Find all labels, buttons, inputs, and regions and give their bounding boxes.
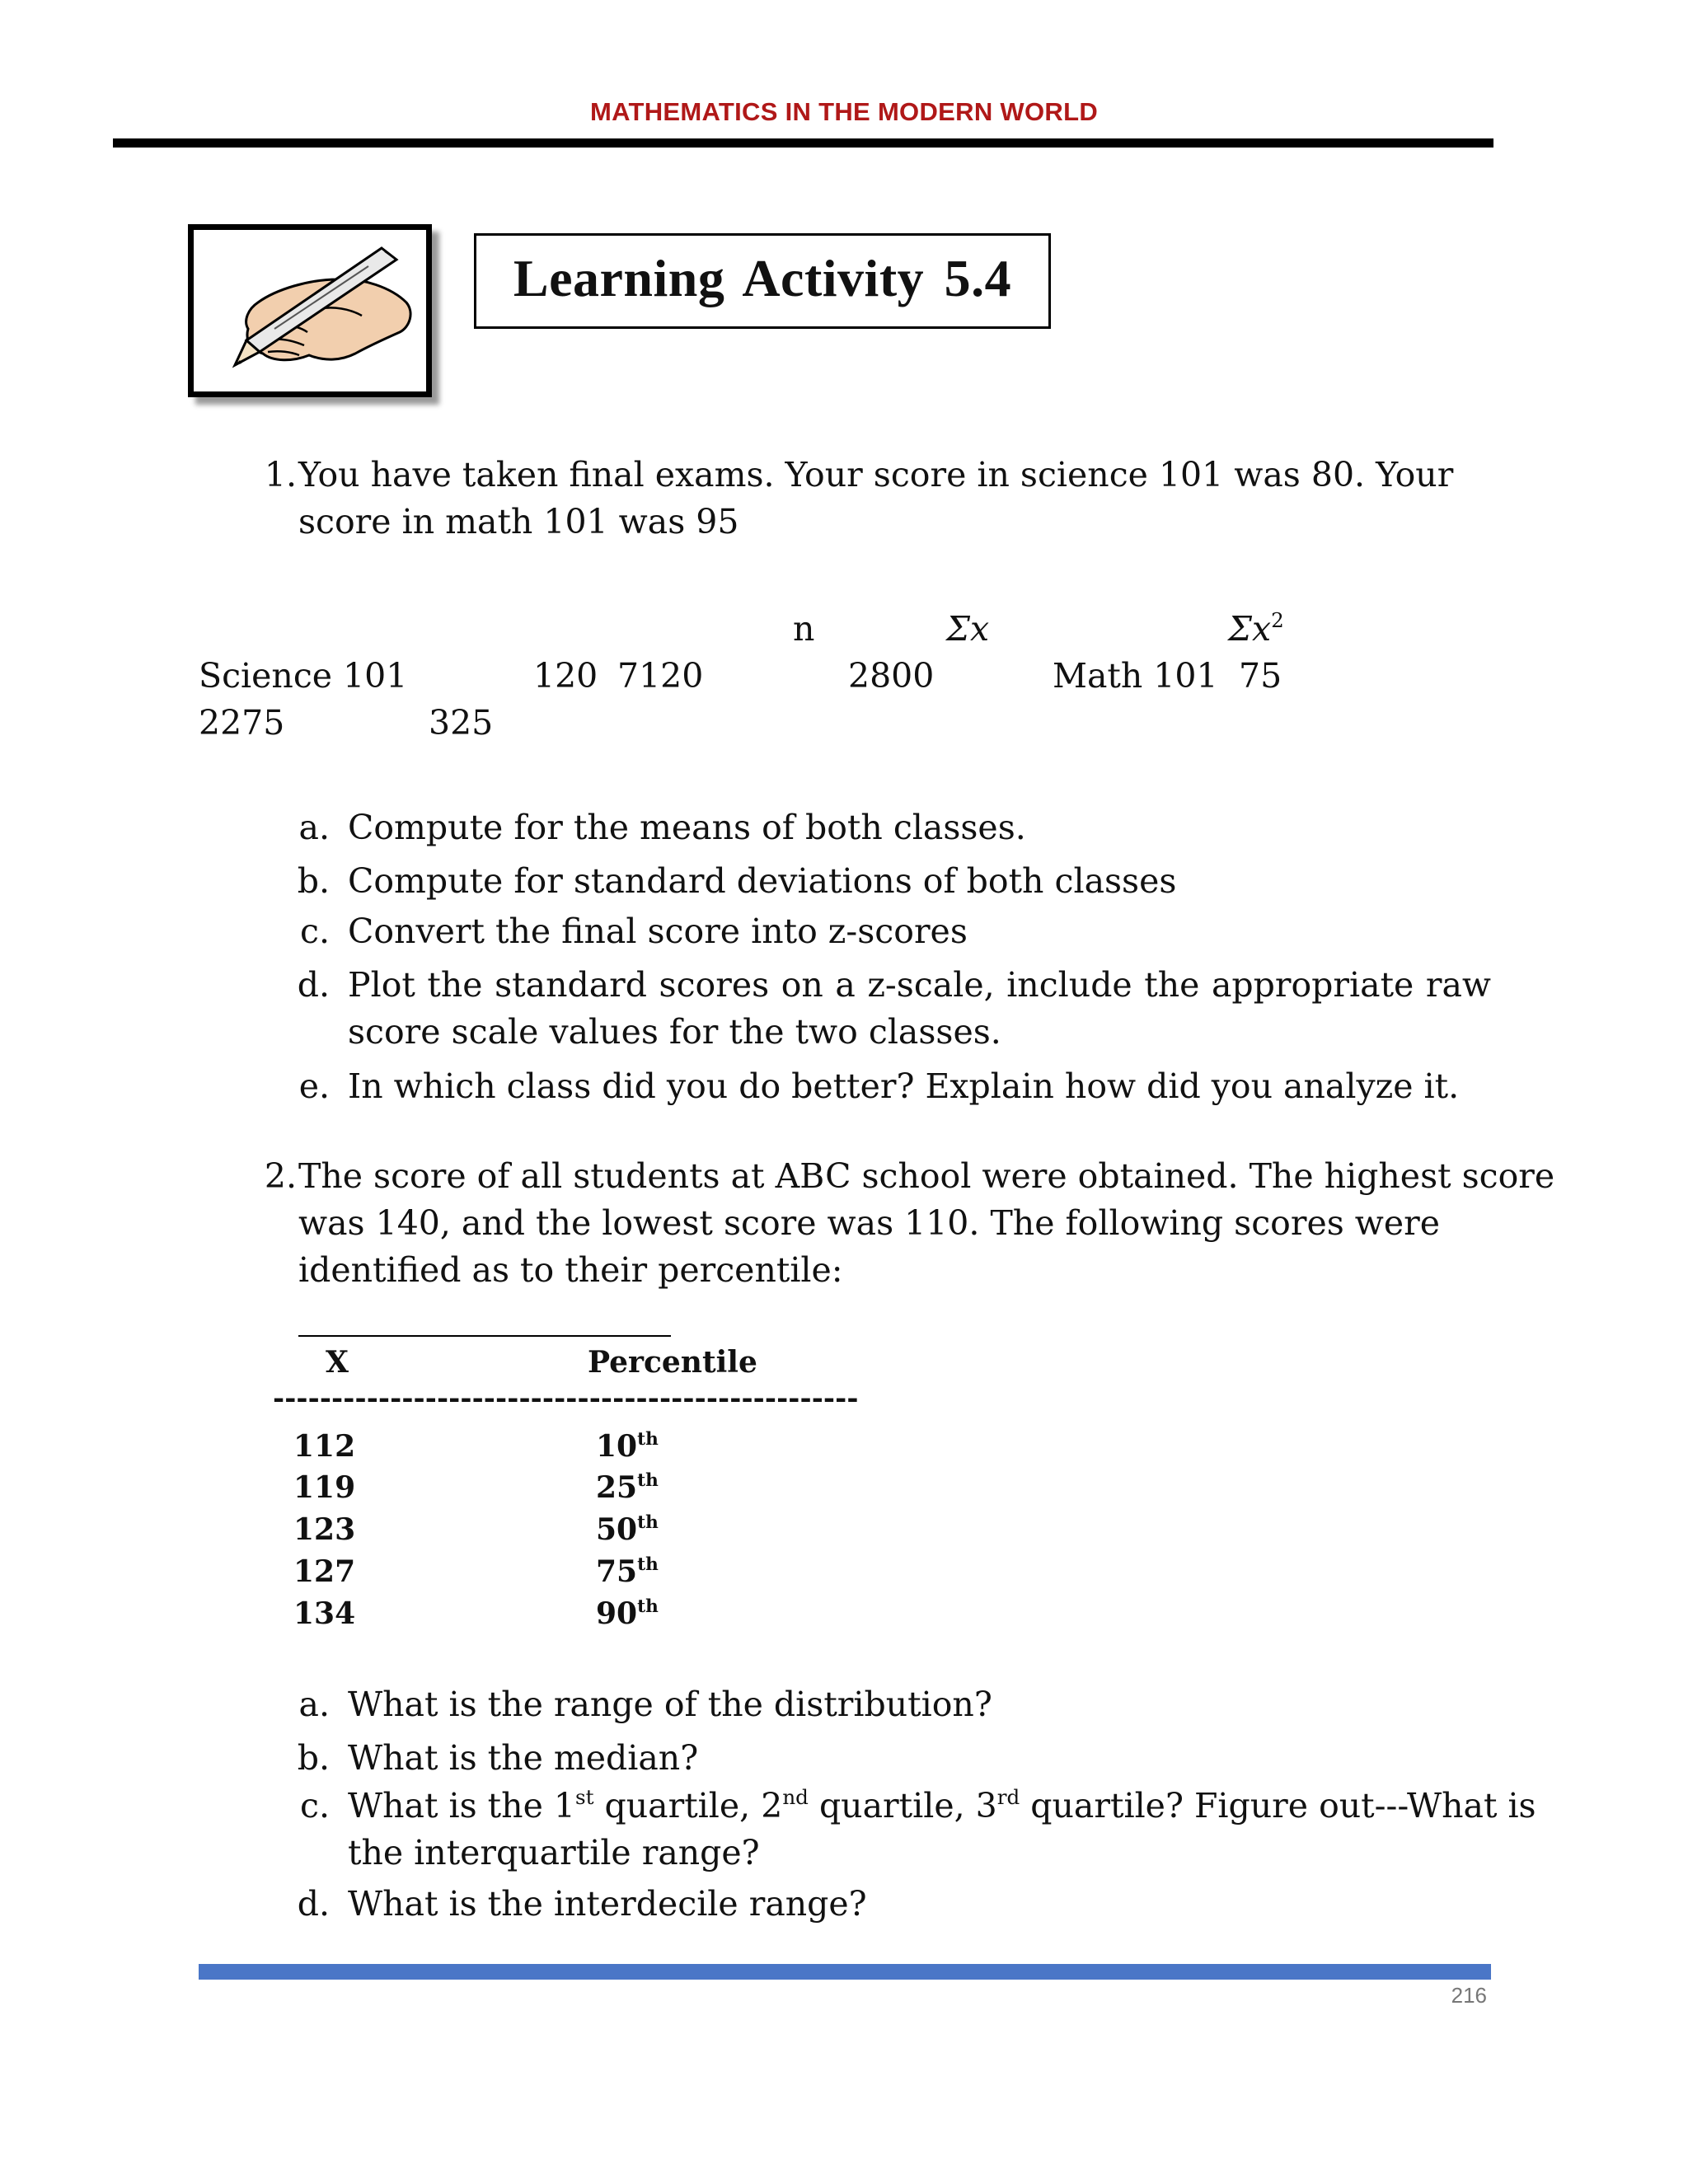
science-sum-x2: 2800 xyxy=(848,656,935,696)
table-row-percentile: 25th xyxy=(596,1469,659,1505)
q1-item-d-text-line2: score scale values for the two classes. xyxy=(348,1012,1001,1052)
table-top-rule xyxy=(298,1335,671,1337)
q2-item-d-text: What is the interdecile range? xyxy=(348,1884,867,1924)
table-row-x: 127 xyxy=(293,1554,356,1589)
science-label: Science 101 xyxy=(199,656,408,696)
activity-title: Learning Activity 5.4 xyxy=(513,249,1012,307)
q2-item-d-letter: d. xyxy=(297,1884,330,1924)
q2-item-c-text-line2: the interquartile range? xyxy=(348,1833,760,1872)
q2-item-c-text: What is the 1st quartile, 2nd quartile, 3rd quartile? Figure out---What is xyxy=(348,1785,1536,1825)
q1-header-sum-x: Σx xyxy=(946,609,990,649)
q1-item-b-text: Compute for standard deviations of both classes xyxy=(348,861,1177,901)
footer-divider xyxy=(199,1964,1491,1980)
q1-item-a-text: Compute for the means of both classes. xyxy=(348,808,1026,847)
q1-text-line1: You have taken final exams. Your score in science 101 was 80. Your xyxy=(298,455,1454,494)
table-row-percentile: 75th xyxy=(596,1554,659,1589)
table-row-percentile: 90th xyxy=(596,1596,659,1631)
table-row-x: 112 xyxy=(293,1429,356,1464)
table-dash-divider: -------------------------------------------------- xyxy=(273,1382,859,1415)
table-row-percentile: 50th xyxy=(596,1511,659,1547)
math-n: 75 xyxy=(1239,656,1282,696)
q1-item-e-letter: e. xyxy=(298,1066,330,1106)
q2-item-b-text: What is the median? xyxy=(348,1738,699,1778)
q1-item-d-text: Plot the standard scores on a z-scale, include the appropriate raw xyxy=(348,965,1491,1005)
science-sum-x: 7120 xyxy=(617,656,704,696)
q1-number: 1. xyxy=(264,455,297,494)
math-sum-x: 2275 xyxy=(199,703,285,743)
q1-item-a-letter: a. xyxy=(298,808,330,847)
q1-header-n: n xyxy=(793,609,815,649)
header-divider xyxy=(113,138,1493,148)
q2-number: 2. xyxy=(264,1156,297,1196)
q1-header-sum-x2: $\Sigma x^2$ xyxy=(1228,608,1284,649)
science-n: 120 xyxy=(533,656,598,696)
q1-text-line2: score in math 101 was 95 xyxy=(298,502,739,541)
header-title: MATHEMATICS IN THE MODERN WORLD xyxy=(589,97,1099,126)
q1-item-d-letter: d. xyxy=(297,965,330,1005)
q1-item-c-text: Convert the final score into z-scores xyxy=(348,912,968,951)
q2-text-line2: was 140, and the lowest score was 110. The following scores were xyxy=(298,1203,1441,1243)
activity-icon-frame xyxy=(188,224,432,397)
table-row-percentile: 10th xyxy=(596,1428,659,1464)
table-col-percentile: Percentile xyxy=(588,1345,757,1380)
q2-text-line3: identified as to their percentile: xyxy=(298,1250,843,1290)
table-row-x: 119 xyxy=(293,1470,356,1505)
q2-item-a-text: What is the range of the distribution? xyxy=(348,1685,992,1724)
q2-text-line1: The score of all students at ABC school were obtained. The highest score xyxy=(298,1156,1555,1196)
q2-item-b-letter: b. xyxy=(297,1738,330,1778)
math-sum-x2: 325 xyxy=(429,703,494,743)
q2-item-c-letter: c. xyxy=(300,1786,330,1825)
hand-writing-pencil-icon xyxy=(194,230,426,391)
table-row-x: 134 xyxy=(293,1596,356,1631)
page-number: 216 xyxy=(1451,1983,1487,2008)
q1-item-e-text: In which class did you do better? Explain how did you analyze it. xyxy=(348,1066,1460,1106)
table-col-x: X xyxy=(326,1345,349,1380)
q1-item-c-letter: c. xyxy=(300,912,330,951)
math-label: Math 101 xyxy=(1053,656,1218,696)
q1-item-b-letter: b. xyxy=(297,861,330,901)
table-row-x: 123 xyxy=(293,1512,356,1547)
q2-item-a-letter: a. xyxy=(298,1685,330,1724)
